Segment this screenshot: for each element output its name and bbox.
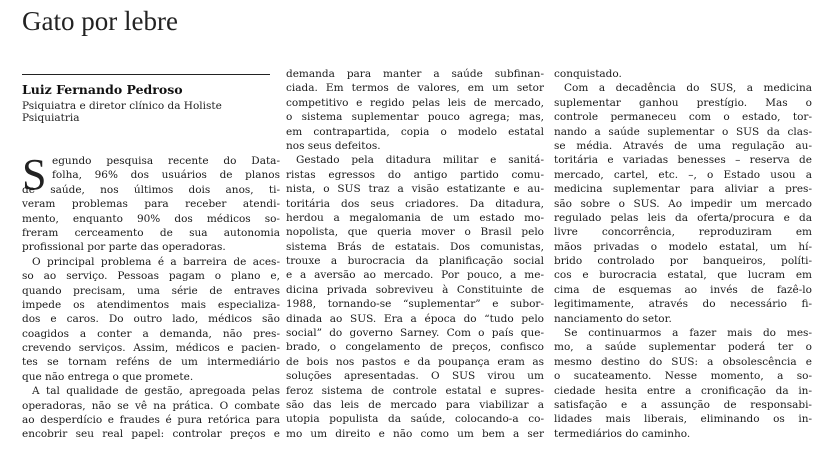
text-line: profissional por parte das operadoras. <box>22 241 226 254</box>
text-line: crevendo serviços. Assim, médicos e pacien- <box>22 342 280 355</box>
text-line: legitimamente, através do necessário fi- <box>554 298 812 311</box>
text-line: mento, enquanto 90% dos médicos so- <box>22 212 280 225</box>
text-line: ristas egressos do antigo partido comu- <box>286 168 544 181</box>
text-line: freram cerceamento de sua autonomia <box>22 226 280 239</box>
text-line: e a aversão ao mercado. Por pouco, a me- <box>286 269 544 282</box>
text-line: so ao serviço. Pessoas pagam o plano e, <box>22 270 280 283</box>
text-line: nando a saúde suplementar o SUS da clas- <box>554 125 812 138</box>
text-column-3 <box>554 67 812 441</box>
text-line: controle permaneceu com o estado, tor- <box>554 111 812 124</box>
text-line: feroz sistema de controle estatal e supres- <box>286 384 544 397</box>
article-title: Gato por lebre <box>22 6 178 36</box>
text-line: em contrapartida, copia o modelo estatal <box>286 125 544 138</box>
text-line: social” do governo Sarney. Com o país que- <box>286 327 544 340</box>
text-line: tes se tornam reféns de um intermediário <box>22 356 280 369</box>
text-line: de bois nos pastos e da poupança eram as <box>286 355 544 368</box>
text-line: toritária dos seus criadores. Da ditadura, <box>286 197 544 210</box>
text-line: medicina suplementar para aliviar a pres- <box>554 183 812 196</box>
text-line: nista, o SUS traz a visão estatizante e au- <box>286 183 544 196</box>
author-name: Luiz Fernando Pedroso <box>22 82 183 97</box>
text-line: veram problemas para receber atendi- <box>22 198 280 211</box>
text-line: dinada ao SUS. Era a época do “tudo pelo <box>286 312 544 325</box>
author-bio <box>22 101 282 124</box>
text-line: brido controlado por banqueiros, políti- <box>554 255 812 268</box>
text-line: egundo pesquisa recente do Data- <box>52 155 280 167</box>
text-line: soluções apresentadas. O SUS virou um <box>286 370 544 383</box>
author-bio-line: Psiquiatria <box>22 111 80 124</box>
text-line: toritária e variadas benesses – reserva de <box>554 154 812 167</box>
text-line: nopolista, que queria mover o Brasil pelo <box>286 226 544 239</box>
text-line: brado, o congelamento de preços, confisco <box>286 341 544 354</box>
text-line: Gestado pela ditadura militar e sanitá- <box>296 154 544 167</box>
text-column-2 <box>286 67 544 441</box>
text-line: são sobre o SUS. Ao impedir um mercado <box>554 197 812 210</box>
text-line: ciedade hesita entre a cronificação da in- <box>554 384 812 397</box>
text-line: trouxe a burocracia da planificação social <box>286 255 544 268</box>
text-line: nanciamento do setor. <box>554 312 672 325</box>
text-line: satisfação e a assunção de responsabi- <box>554 398 812 411</box>
text-line: são das leis de mercado para viabilizar a <box>286 398 544 411</box>
text-line: mesmo destino do SUS: a obsolescência e <box>554 355 812 368</box>
text-line: utopia populista da saúde, colocando-a co- <box>286 413 544 426</box>
text-line: mo, a saúde suplementar poderá ter o <box>554 341 812 354</box>
divider <box>22 74 270 75</box>
text-line: demanda para manter a saúde subfinan- <box>286 68 544 80</box>
text-line: A tal qualidade de gestão, apregoada pelas <box>32 385 280 398</box>
text-line: nos seus defeitos. <box>286 139 381 152</box>
text-line: O principal problema é a barreira de aces- <box>32 255 280 268</box>
text-line: mo um direito e não como um bem a ser <box>286 427 544 440</box>
text-line: dicina privada sobreviveu à Constituinte de <box>286 283 544 296</box>
text-line: herdou a megalomania de um estado mo- <box>286 211 544 224</box>
text-line: Se continuarmos a fazer mais do mes- <box>564 327 812 340</box>
text-line: lidades mais liberais, eliminando os in- <box>554 413 812 426</box>
text-line: regulado pelas leis da oferta/procura e da <box>554 211 812 224</box>
text-line: sistema Brás de estatais. Dos comunistas, <box>286 240 544 253</box>
text-line: operadoras, não se vê na prática. O combate <box>22 399 280 412</box>
text-line: de saúde, nos últimos dois anos, ti- <box>22 183 280 196</box>
text-line: o sistema suplementar pouco agrega; mas, <box>286 111 544 124</box>
text-line: impede os atendimentos mais especializa- <box>22 298 280 311</box>
text-line: Com a decadência do SUS, a medicina <box>564 82 812 95</box>
text-line: suplementar ganhou prestígio. Mas o <box>554 96 812 109</box>
text-line: ao desperdício e fraudes é pura retórica para <box>22 414 280 427</box>
text-line: ciada. Em termos de valores, em um setor <box>286 82 544 95</box>
text-line: que não entrega o que promete. <box>22 370 194 383</box>
text-line: mãos privadas o modelo estatal, um hí- <box>554 240 812 253</box>
text-line: cima de esquemas ao invés de fazê-lo <box>554 283 812 296</box>
author-bio-line: Psiquiatra e diretor clínico da Holiste <box>22 100 222 112</box>
text-line: coagidos a conter a demanda, não pres- <box>22 327 280 340</box>
text-column-1 <box>22 150 280 442</box>
text-line: mercado, cartel, etc. –, o Estado usou a <box>554 168 812 181</box>
text-line: o sucateamento. Nesse momento, a so- <box>554 370 812 383</box>
text-line: 1988, tornando-se “suplementar” e subor- <box>286 298 544 311</box>
text-line: folha, 96% dos usuários de planos <box>52 169 280 182</box>
text-line: dos e caros. Do outro lado, médicos são <box>22 313 280 326</box>
text-line: cos e burocracia estatal, que lucram em <box>554 269 812 282</box>
text-line: termediários do caminho. <box>554 427 691 440</box>
text-line: conquistado. <box>554 68 622 80</box>
drop-cap: S <box>22 150 47 199</box>
text-line: se média. Através de uma regulação au- <box>554 139 812 152</box>
text-line: encobrir seu real papel: controlar preços e <box>22 428 280 441</box>
text-line: competitivo e regido pelas leis de mercado, <box>286 96 544 109</box>
text-line: livre concorrência, reproduziram em <box>554 226 812 239</box>
text-line: quando precisam, uma série de entraves <box>22 284 280 297</box>
